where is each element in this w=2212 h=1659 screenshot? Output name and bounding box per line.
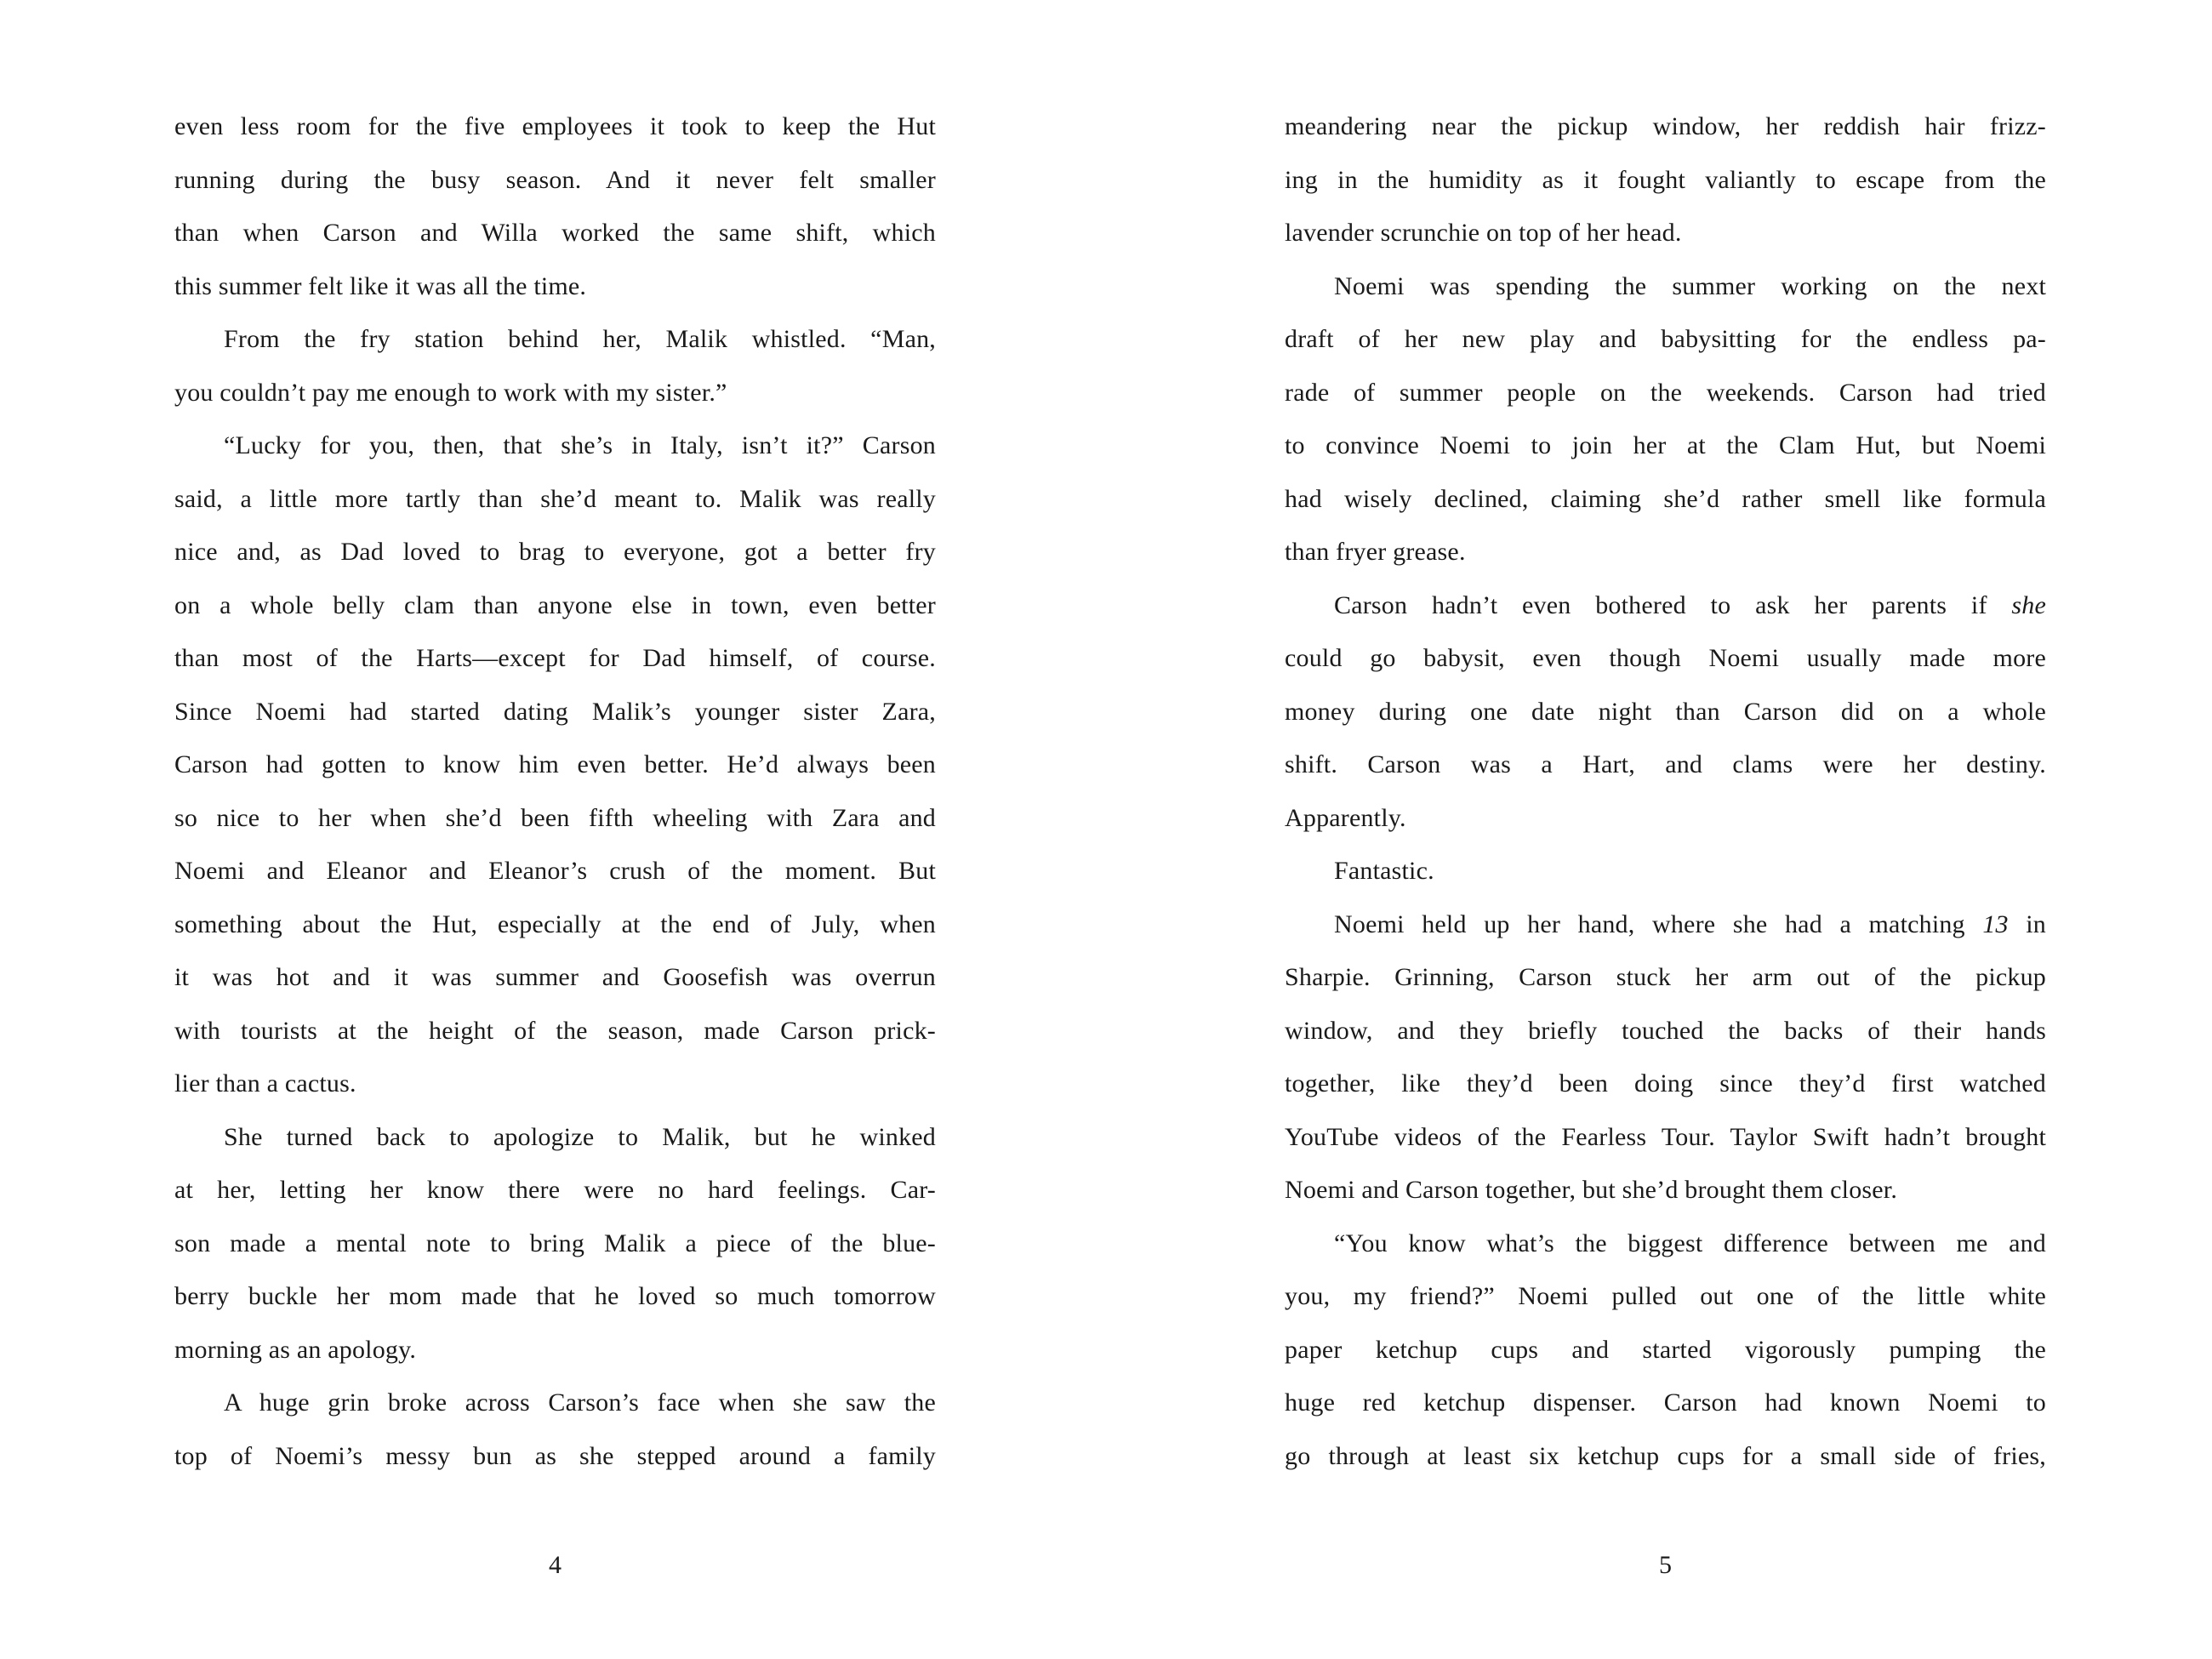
text-run: rade of summer people on the weekends. Carson had tried — [1285, 378, 2046, 407]
text-run: She turned back to apologize to Malik, but he winked — [224, 1122, 936, 1151]
text-run: something about the Hut, especially at the end of July, when — [174, 909, 936, 938]
text-run: From the fry station behind her, Malik whistled. “Man, — [224, 325, 936, 353]
text-run: money during one date night than Carson did on a whole — [1285, 697, 2046, 726]
text-run: YouTube videos of the Fearless Tour. Taylor Swift hadn’t brought — [1285, 1122, 2046, 1151]
text-run: son made a mental note to bring Malik a piece of the blue- — [174, 1229, 936, 1257]
text-line — [1285, 1430, 2046, 1484]
text-run: berry buckle her mom made that he loved so much tomorrow — [174, 1282, 936, 1310]
text-run: go through at least six ketchup cups for a small side of fries, — [1285, 1441, 2046, 1470]
text-run: “Lucky for you, then, that she’s in Italy, isn’t it?” Carson — [224, 431, 936, 459]
text-line — [174, 1324, 936, 1377]
text-line — [1285, 419, 2046, 473]
text-run: Sharpie. Grinning, Carson stuck her arm out of the pickup — [1285, 963, 2046, 991]
text-line — [174, 1164, 936, 1217]
text-run: you, my friend?” Noemi pulled out one of the little white — [1285, 1282, 2046, 1310]
text-line — [174, 1377, 936, 1430]
text-line — [174, 738, 936, 792]
page-left-text — [174, 100, 936, 1483]
italic-text-run: she — [2011, 590, 2046, 619]
text-line — [174, 579, 936, 633]
text-run: than most of the Harts—except for Dad himself, of course. — [174, 644, 936, 672]
text-run: so nice to her when she’d been fifth wheeling with Zara and — [174, 803, 936, 832]
text-run: said, a little more tartly than she’d meant to. Malik was really — [174, 484, 936, 513]
text-line — [174, 898, 936, 952]
text-run: huge red ketchup dispenser. Carson had known Noemi to — [1285, 1388, 2046, 1417]
text-line — [1285, 260, 2046, 314]
text-run: A huge grin broke across Carson’s face when she saw the — [224, 1388, 936, 1417]
text-run: “You know what’s the biggest difference between me and — [1334, 1229, 2046, 1257]
text-line — [174, 313, 936, 367]
text-run: in — [2008, 909, 2047, 938]
text-line — [1285, 898, 2046, 952]
text-run: this summer felt like it was all the time. — [174, 271, 587, 300]
text-run: to convince Noemi to join her at the Clam Hut, but Noemi — [1285, 431, 2046, 459]
text-line — [1285, 313, 2046, 367]
text-line — [174, 951, 936, 1005]
text-line — [174, 1058, 936, 1111]
text-line — [1285, 686, 2046, 739]
text-run: had wisely declined, claiming she’d rather smell like formula — [1285, 484, 2046, 513]
italic-text-run: 13 — [1982, 909, 2009, 938]
text-line — [1285, 632, 2046, 686]
text-run: draft of her new play and babysitting for the endless pa- — [1285, 325, 2046, 353]
text-line — [1285, 1058, 2046, 1111]
text-line — [174, 1217, 936, 1271]
text-run: running during the busy season. And it never felt smaller — [174, 165, 936, 194]
text-run: Apparently. — [1285, 803, 1406, 832]
text-line — [174, 632, 936, 686]
text-run: Noemi held up her hand, where she had a matching — [1334, 909, 1983, 938]
text-run: top of Noemi’s messy bun as she stepped around a family — [174, 1441, 936, 1470]
text-line — [174, 1005, 936, 1058]
text-run: shift. Carson was a Hart, and clams were her destiny. — [1285, 750, 2046, 778]
page-right — [1106, 0, 2212, 1659]
text-run: lier than a cactus. — [174, 1069, 356, 1097]
text-line — [1285, 1270, 2046, 1324]
text-line — [174, 154, 936, 208]
text-line — [1285, 526, 2046, 579]
text-line — [174, 526, 936, 579]
text-run: ing in the humidity as it fought valiantly to escape from the — [1285, 165, 2046, 194]
text-line — [1285, 951, 2046, 1005]
page-number-right: 5 — [1659, 1551, 1672, 1579]
text-line — [1285, 207, 2046, 260]
text-run: Since Noemi had started dating Malik’s younger sister Zara, — [174, 697, 936, 726]
text-line — [174, 419, 936, 473]
text-line — [174, 473, 936, 527]
text-run: it was hot and it was summer and Goosefish was overrun — [174, 963, 936, 991]
text-line — [1285, 792, 2046, 846]
text-line — [174, 1111, 936, 1165]
text-line — [1285, 579, 2046, 633]
text-line — [174, 1430, 936, 1484]
text-run: on a whole belly clam than anyone else in town, even better — [174, 590, 936, 619]
text-line — [1285, 473, 2046, 527]
text-run: Carson hadn’t even bothered to ask her parents if — [1334, 590, 2012, 619]
text-line — [174, 100, 936, 154]
text-line — [174, 367, 936, 420]
text-run: could go babysit, even though Noemi usually made more — [1285, 644, 2046, 672]
text-line — [1285, 1377, 2046, 1430]
text-run: Noemi and Eleanor and Eleanor’s crush of the moment. But — [174, 857, 936, 885]
text-run: paper ketchup cups and started vigorously pumping the — [1285, 1335, 2046, 1364]
text-run: lavender scrunchie on top of her head. — [1285, 219, 1682, 247]
text-run: than when Carson and Willa worked the same shift, which — [174, 219, 936, 247]
text-line — [174, 260, 936, 314]
text-run: you couldn’t pay me enough to work with my sister.” — [174, 378, 727, 407]
text-line — [174, 845, 936, 898]
text-line — [174, 792, 936, 846]
page-number-left: 4 — [549, 1551, 562, 1579]
text-run: even less room for the five employees it took to keep the Hut — [174, 112, 936, 140]
text-line — [1285, 367, 2046, 420]
text-line — [1285, 154, 2046, 208]
text-line — [1285, 1111, 2046, 1165]
text-line — [1285, 1217, 2046, 1271]
text-run: morning as an apology. — [174, 1335, 417, 1364]
text-line — [1285, 100, 2046, 154]
text-run: Carson had gotten to know him even better. He’d always been — [174, 750, 936, 778]
text-run: Noemi and Carson together, but she’d brought them closer. — [1285, 1176, 1898, 1204]
text-run: nice and, as Dad loved to brag to everyone, got a better fry — [174, 538, 936, 566]
text-run: at her, letting her know there were no hard feelings. Car- — [174, 1176, 936, 1204]
text-line — [174, 207, 936, 260]
text-run: window, and they briefly touched the backs of their hands — [1285, 1016, 2046, 1045]
text-line — [1285, 1005, 2046, 1058]
page-right-text — [1285, 100, 2046, 1483]
text-line — [174, 686, 936, 739]
text-line — [1285, 1324, 2046, 1377]
text-line — [174, 1270, 936, 1324]
text-run: than fryer grease. — [1285, 538, 1466, 566]
text-line — [1285, 1164, 2046, 1217]
text-run: Noemi was spending the summer working on the next — [1334, 271, 2046, 300]
text-line — [1285, 845, 2046, 898]
text-run: with tourists at the height of the season, made Carson prick- — [174, 1016, 936, 1045]
text-run: Fantastic. — [1334, 857, 1434, 885]
text-line — [1285, 738, 2046, 792]
text-run: together, like they’d been doing since they’d first watched — [1285, 1069, 2046, 1097]
text-run: meandering near the pickup window, her reddish hair frizz- — [1285, 112, 2046, 140]
